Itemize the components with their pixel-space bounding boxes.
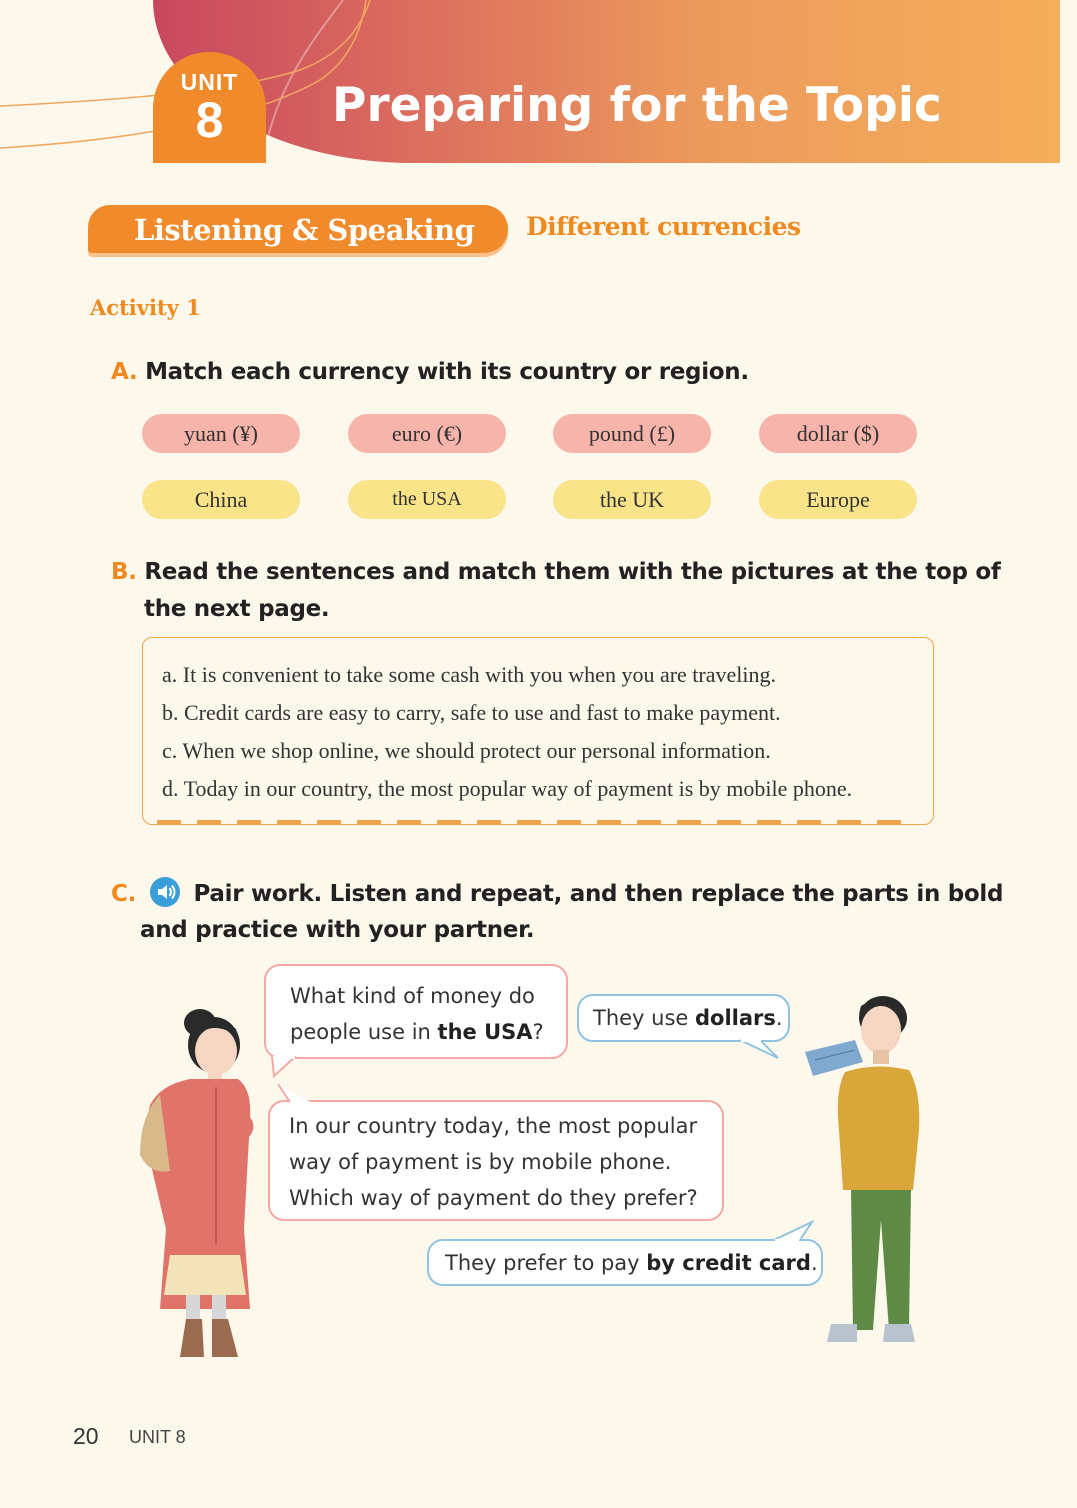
bubble-line: Which way of payment do they prefer? [289, 1186, 698, 1210]
bubble-line: In our country today, the most popular [289, 1114, 698, 1138]
bubble-text: They use [593, 1006, 696, 1030]
region-pill[interactable]: China [142, 480, 300, 519]
part-b-letter: B. [111, 559, 137, 585]
audio-speaker-icon[interactable] [150, 877, 180, 907]
bubble-tail [276, 1082, 316, 1104]
currency-pill[interactable]: euro (€) [348, 414, 506, 453]
bubble-tail [770, 1220, 816, 1242]
sentence-item: b. Credit cards are easy to carry, safe to use and fast to make payment. [162, 700, 781, 725]
activity-label: Activity 1 [90, 295, 201, 320]
unit-badge [153, 52, 266, 163]
sentences-box [142, 637, 934, 825]
section-subtitle: Different currencies [526, 212, 801, 241]
bubble-tail [738, 1038, 782, 1060]
bubble-bold-text: dollars [695, 1006, 776, 1030]
part-b-instruction [111, 554, 1001, 590]
currency-pill[interactable]: yuan (¥) [142, 414, 300, 453]
bubble-bold-text: by credit card [646, 1251, 811, 1275]
speech-bubble-girl-2 [268, 1100, 724, 1221]
part-c-text-line1: Pair work. Listen and repeat, and then replace the parts in bold [193, 881, 1004, 907]
bubble-text: . [775, 1006, 783, 1030]
sentence-item: d. Today in our country, the most popular way of payment is by mobile phone. [162, 776, 853, 801]
bubble-line [290, 1014, 566, 1050]
dashed-divider [157, 820, 915, 824]
part-a-instruction [111, 354, 749, 390]
page-number: 20 [73, 1423, 99, 1449]
speech-bubble-boy-2 [427, 1239, 823, 1286]
part-b-text-line1: Read the sentences and match them with the pictures at the top of [144, 559, 1001, 585]
part-c-instruction-line2: and practice with your partner. [140, 917, 535, 943]
speech-bubble-boy-1 [577, 994, 790, 1042]
unit-number: 8 [195, 92, 224, 148]
bubble-tail [270, 1056, 300, 1078]
bubble-text: . [810, 1251, 818, 1275]
part-a-letter: A. [111, 359, 138, 385]
part-a-text: Match each currency with its country or region. [145, 359, 749, 385]
bubble-line: What kind of money do [290, 984, 535, 1008]
sentence-item: a. It is convenient to take some cash with you when you are traveling. [162, 662, 776, 687]
currency-pill[interactable]: dollar ($) [759, 414, 917, 453]
bubble-text: ? [532, 1020, 544, 1044]
part-c-letter: C. [111, 881, 137, 907]
section-tab [88, 205, 508, 253]
region-pill[interactable]: the USA [348, 480, 506, 519]
bubble-text: people use in [290, 1020, 438, 1044]
girl-illustration [130, 995, 270, 1375]
section-tab-label: Listening & Speaking [134, 213, 475, 247]
bubble-line: way of payment is by mobile phone. [289, 1150, 672, 1174]
page-title: Preparing for the Topic [332, 78, 942, 133]
boy-illustration [795, 990, 925, 1375]
footer-unit-label: UNIT 8 [129, 1427, 186, 1447]
bubble-bold-text: the USA [437, 1020, 533, 1044]
region-pill[interactable]: Europe [759, 480, 917, 519]
currency-pill[interactable]: pound (£) [553, 414, 711, 453]
sentence-item: c. When we shop online, we should protect our personal information. [162, 738, 771, 763]
speech-bubble-girl-1 [264, 964, 568, 1059]
unit-word: UNIT [180, 69, 239, 95]
bubble-text: They prefer to pay [445, 1251, 647, 1275]
part-c-instruction [111, 876, 1003, 912]
part-b-instruction-line2: the next page. [144, 596, 330, 622]
region-pill[interactable]: the UK [553, 480, 711, 519]
